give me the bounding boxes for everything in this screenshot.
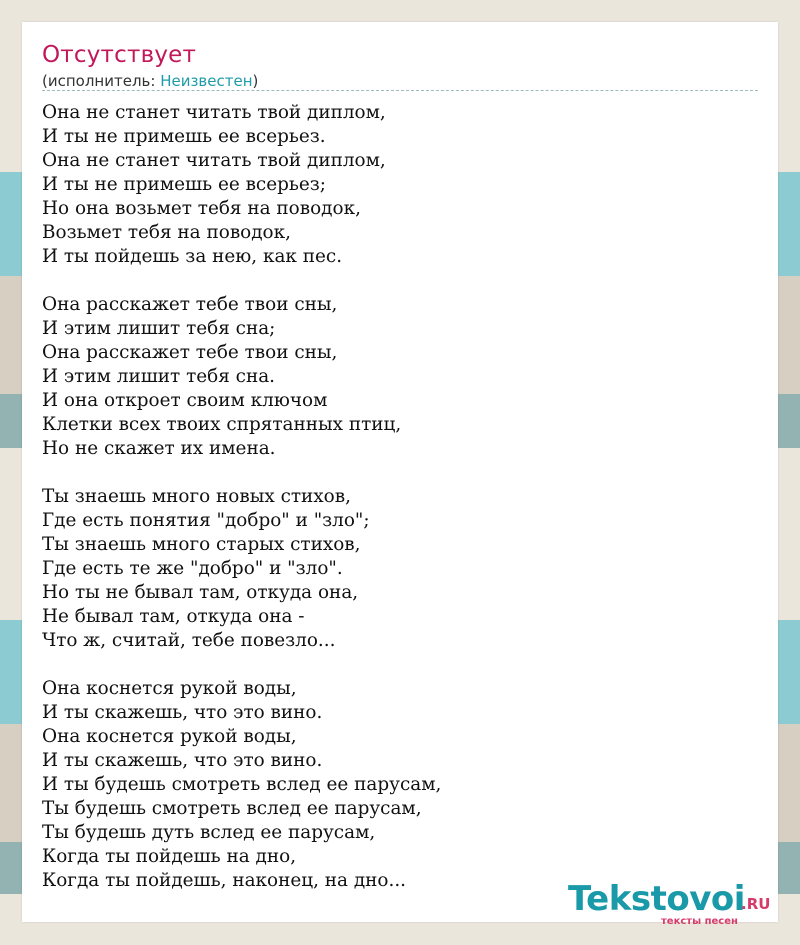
lyrics-line: И этим лишит тебя сна; [42, 318, 276, 339]
lyrics-line: Когда ты пойдешь на дно, [42, 846, 297, 867]
lyrics-line: Она расскажет тебе твои сны, [42, 294, 338, 315]
logo-tagline: тексты песен [661, 916, 738, 927]
lyrics-line: Клетки всех твоих спрятанных птиц, [42, 414, 402, 435]
lyrics-line: И ты будешь смотреть вслед ее парусам, [42, 774, 442, 795]
lyrics-line: Не бывал там, откуда она - [42, 606, 305, 627]
lyrics-line: И ты не примешь ее всерьез. [42, 126, 326, 147]
lyrics-card [22, 22, 778, 927]
lyrics-text [42, 101, 441, 893]
lyrics-line: Ты будешь дуть вслед ее парусам, [42, 822, 376, 843]
lyrics-line: Ты знаешь много старых стихов, [42, 534, 361, 555]
lyrics-line: Она коснется рукой воды, [42, 726, 297, 747]
lyrics-stanza [42, 677, 441, 893]
lyrics-line: Возьмет тебя на поводок, [42, 222, 291, 243]
artist-prefix: (исполнитель: [42, 72, 161, 90]
lyrics-stanza [42, 101, 441, 269]
artist-suffix: ) [252, 72, 259, 90]
logo-wordmark: Tekstovoi [568, 879, 745, 919]
lyrics-line: Она расскажет тебе твои сны, [42, 342, 338, 363]
lyrics-line: И ты скажешь, что это вино. [42, 702, 323, 723]
lyrics-line: Ты знаешь много новых стихов, [42, 486, 351, 507]
song-title: Отсутствует [42, 42, 197, 68]
lyrics-line: Но она возьмет тебя на поводок, [42, 198, 361, 219]
lyrics-line: Она коснется рукой воды, [42, 678, 297, 699]
lyrics-line: Она не станет читать твой диплом, [42, 150, 386, 171]
divider [42, 90, 758, 91]
lyrics-stanza [42, 485, 441, 653]
lyrics-line: И этим лишит тебя сна. [42, 366, 276, 387]
lyrics-line: И ты не примешь ее всерьез; [42, 174, 327, 195]
lyrics-line: Где есть те же "добро" и "зло". [42, 558, 343, 579]
artist-link[interactable]: Неизвестен [160, 72, 253, 90]
artist-line [42, 72, 258, 90]
lyrics-line: И ты пойдешь за нею, как пес. [42, 246, 343, 267]
lyrics-line: Она не станет читать твой диплом, [42, 102, 386, 123]
lyrics-line: Но ты не бывал там, откуда она, [42, 582, 359, 603]
site-logo[interactable] [568, 879, 778, 927]
lyrics-line: Но не скажет их имена. [42, 438, 276, 459]
logo-tld: .RU [741, 895, 771, 913]
lyrics-line: И ты скажешь, что это вино. [42, 750, 323, 771]
lyrics-line: Ты будешь смотреть вслед ее парусам, [42, 798, 422, 819]
lyrics-stanza [42, 293, 441, 461]
lyrics-line: Что ж, считай, тебе повезло... [42, 630, 336, 651]
lyrics-line: И она откроет своим ключом [42, 390, 328, 411]
lyrics-line: Когда ты пойдешь, наконец, на дно... [42, 870, 407, 891]
lyrics-line: Где есть понятия "добро" и "зло"; [42, 510, 370, 531]
